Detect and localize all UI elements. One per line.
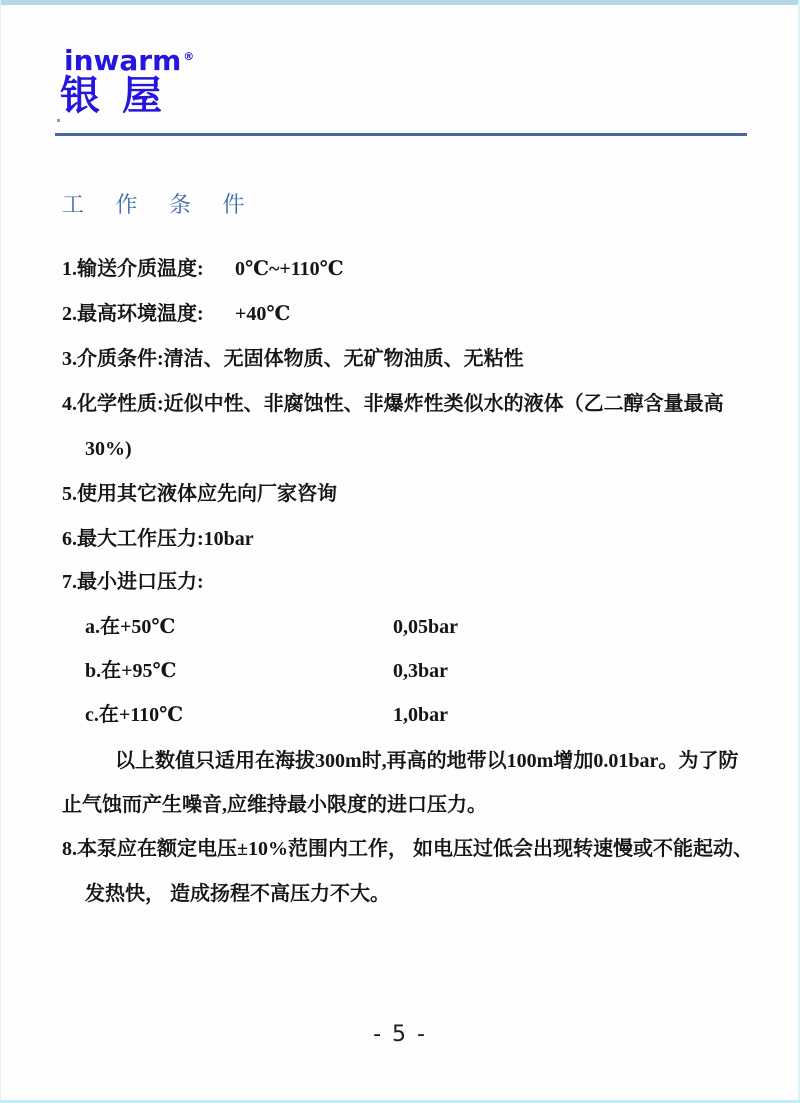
sub-item-label: b.在+95℃ [85, 660, 177, 682]
sub-item [85, 616, 750, 638]
list-item: 5.使用其它液体应先向厂家咨询 [62, 483, 337, 505]
list-item [62, 303, 750, 325]
sub-item [85, 660, 750, 682]
brand-logo-cjk: 银屋 [60, 73, 184, 119]
list-item: 4.化学性质:近似中性、非腐蚀性、非爆炸性类似水的液体（乙二醇含量最高 [62, 393, 724, 415]
sub-item-label: c.在+110℃ [85, 704, 184, 726]
page-title: 工 作 条 件 [62, 192, 258, 217]
list-item: 6.最大工作压力:10bar [62, 528, 254, 550]
page-number: - 5 - [373, 1022, 427, 1047]
note-paragraph: 以上数值只适用在海拔300m时,再高的地带以100m增加0.01bar。为了防 [115, 750, 739, 772]
item-value: +40℃ [235, 303, 291, 325]
brand-logo-text: inwarm [64, 44, 182, 77]
list-item: 7.最小进口压力: [62, 571, 204, 593]
list-item-continuation: 发热快， 造成扬程不高压力不大。 [85, 883, 390, 905]
sub-item [85, 704, 750, 726]
scan-edge-top [0, 0, 800, 5]
sub-item-label: a.在+50℃ [85, 616, 176, 638]
scan-edge-left [0, 0, 1, 1103]
sub-item-value: 0,3bar [393, 660, 448, 682]
note-paragraph-continuation: 止气蚀而产生噪音,应维持最小限度的进口压力。 [62, 794, 487, 816]
sub-item-value: 0,05bar [393, 616, 458, 638]
list-item: 8.本泵应在额定电压±10%范围内工作， 如电压过低会出现转速慢或不能起动、 [62, 838, 753, 860]
sub-item-value: 1,0bar [393, 704, 448, 726]
list-item: 3.介质条件:清洁、无固体物质、无矿物油质、无粘性 [62, 348, 524, 370]
list-item [62, 258, 750, 280]
scan-stray-mark [57, 119, 60, 122]
list-item-continuation: 30%) [85, 438, 132, 460]
item-value: 0℃~+110℃ [235, 258, 344, 280]
item-label: 2.最高环境温度: [62, 303, 204, 325]
header-divider [55, 133, 747, 136]
item-label: 1.输送介质温度: [62, 258, 204, 280]
registered-trademark-icon: ® [183, 49, 195, 63]
